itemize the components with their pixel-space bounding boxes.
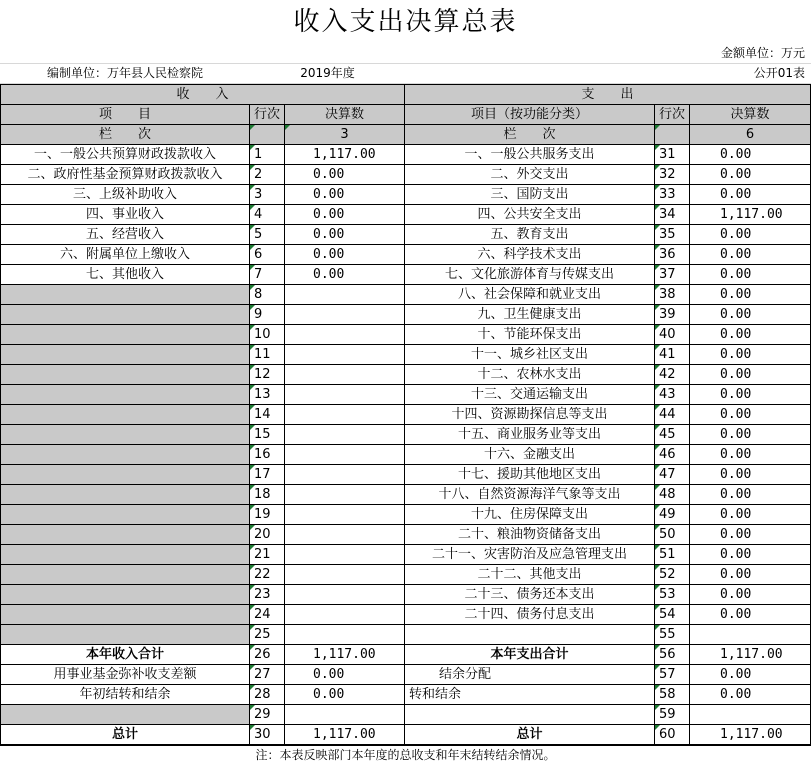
income-item-cell — [0, 605, 250, 625]
income-amount-cell — [285, 585, 405, 605]
income-row-number: 13 — [250, 385, 285, 405]
expense-item-cell: 五、教育支出 — [405, 225, 655, 245]
expense-amount-cell: 0.00 — [690, 265, 811, 285]
expense-row-number: 54 — [655, 605, 690, 625]
table-row — [0, 465, 811, 485]
expense-row-number: 60 — [655, 725, 690, 745]
income-item-cell: 五、经营收入 — [0, 225, 250, 245]
table-row — [0, 185, 811, 205]
expense-row-number: 42 — [655, 365, 690, 385]
expense-row-number: 47 — [655, 465, 690, 485]
income-row-number: 11 — [250, 345, 285, 365]
income-amount-cell: 0.00 — [285, 265, 405, 285]
table-row — [0, 685, 811, 705]
expense-amount-cell: 0.00 — [690, 665, 811, 685]
expense-row-number: 45 — [655, 425, 690, 445]
expense-item-cell: 二十四、债务付息支出 — [405, 605, 655, 625]
expense-row-number: 41 — [655, 345, 690, 365]
income-row-number: 14 — [250, 405, 285, 425]
income-item-cell — [0, 405, 250, 425]
expense-item-cell: 七、文化旅游体育与传媒支出 — [405, 265, 655, 285]
expense-amount-cell: 0.00 — [690, 385, 811, 405]
income-item-header: 项 目 — [0, 105, 250, 125]
expense-amount-cell: 0.00 — [690, 565, 811, 585]
expense-amount-cell: 0.00 — [690, 285, 811, 305]
expense-row-number: 52 — [655, 565, 690, 585]
table-row — [0, 405, 811, 425]
income-row-number: 29 — [250, 705, 285, 725]
income-item-cell: 三、上级补助收入 — [0, 185, 250, 205]
expense-amount-cell: 0.00 — [690, 605, 811, 625]
income-amount-cell — [285, 705, 405, 725]
income-item-cell: 用事业基金弥补收支差额 — [0, 665, 250, 685]
blank-cell — [405, 44, 655, 64]
expense-item-header: 项目（按功能分类） — [405, 105, 655, 125]
expense-row-number: 50 — [655, 525, 690, 545]
expense-item-cell — [405, 625, 655, 645]
income-item-cell — [0, 705, 250, 725]
table-row — [0, 365, 811, 385]
column-index-row — [0, 125, 811, 145]
table-row — [0, 325, 811, 345]
expense-row-number: 43 — [655, 385, 690, 405]
expense-amount-cell — [690, 625, 811, 645]
expense-amount-cell: 0.00 — [690, 445, 811, 465]
table-row — [0, 625, 811, 645]
expense-amount-cell: 0.00 — [690, 225, 811, 245]
income-row-number: 17 — [250, 465, 285, 485]
income-row-number: 3 — [250, 185, 285, 205]
expense-item-cell — [405, 705, 655, 725]
income-item-cell — [0, 385, 250, 405]
income-row-number: 25 — [250, 625, 285, 645]
expense-amount-cell: 0.00 — [690, 345, 811, 365]
income-item-cell — [0, 425, 250, 445]
income-row-number: 23 — [250, 585, 285, 605]
income-row-number: 12 — [250, 365, 285, 385]
expense-row-number: 44 — [655, 405, 690, 425]
expense-item-cell: 二十三、债务还本支出 — [405, 585, 655, 605]
expense-item-cell: 十三、交通运输支出 — [405, 385, 655, 405]
expense-row-number: 40 — [655, 325, 690, 345]
income-row-number: 22 — [250, 565, 285, 585]
expense-amount-cell: 0.00 — [690, 685, 811, 705]
expense-item-cell: 一、一般公共服务支出 — [405, 145, 655, 165]
income-amount-cell: 0.00 — [285, 225, 405, 245]
income-item-cell — [0, 445, 250, 465]
income-amount-cell — [285, 305, 405, 325]
expense-amount-cell: 1,117.00 — [690, 725, 811, 745]
income-item-cell: 二、政府性基金预算财政拨款收入 — [0, 165, 250, 185]
income-amount-cell — [285, 525, 405, 545]
income-row-number: 18 — [250, 485, 285, 505]
expense-row-number: 39 — [655, 305, 690, 325]
footer-note: 注：本表反映部门本年度的总收支和年末结转结余情况。 — [0, 745, 811, 764]
expense-row-number: 48 — [655, 485, 690, 505]
table-row — [0, 425, 811, 445]
income-amount-cell — [285, 485, 405, 505]
expense-amount-cell: 0.00 — [690, 485, 811, 505]
expense-row-number: 51 — [655, 545, 690, 565]
income-item-cell — [0, 625, 250, 645]
expense-amount-cell: 0.00 — [690, 185, 811, 205]
income-row-number: 7 — [250, 265, 285, 285]
expense-row-number: 32 — [655, 165, 690, 185]
expense-item-cell: 六、科学技术支出 — [405, 245, 655, 265]
expense-item-cell: 二十、粮油物资储备支出 — [405, 525, 655, 545]
report-title: 收入支出决算总表 — [293, 7, 518, 37]
expense-amount-cell: 0.00 — [690, 245, 811, 265]
table-row — [0, 725, 811, 745]
income-amount-cell: 1,117.00 — [285, 645, 405, 665]
expense-row-number: 37 — [655, 265, 690, 285]
table-row — [0, 145, 811, 165]
column-header-row — [0, 105, 811, 125]
expense-item-cell: 十五、商业服务业等支出 — [405, 425, 655, 445]
income-amount-cell — [285, 385, 405, 405]
income-row-number: 20 — [250, 525, 285, 545]
expense-row-number: 38 — [655, 285, 690, 305]
table-row — [0, 385, 811, 405]
table-row — [0, 445, 811, 465]
expense-item-cell: 结余分配 — [405, 665, 655, 685]
expense-amount-cell: 0.00 — [690, 365, 811, 385]
expense-row-number: 53 — [655, 585, 690, 605]
table-row — [0, 225, 811, 245]
income-row-number: 8 — [250, 285, 285, 305]
table-body — [0, 145, 811, 745]
income-amount-cell: 0.00 — [285, 205, 405, 225]
org-label: 编制单位：万年县人民检察院 — [0, 64, 250, 84]
income-row-number: 28 — [250, 685, 285, 705]
expense-amount-cell: 0.00 — [690, 525, 811, 545]
table-row — [0, 245, 811, 265]
income-row-number: 9 — [250, 305, 285, 325]
expense-item-cell: 十、节能环保支出 — [405, 325, 655, 345]
income-row-number: 26 — [250, 645, 285, 665]
expense-amount-cell: 0.00 — [690, 325, 811, 345]
table-row — [0, 285, 811, 305]
table-row — [0, 525, 811, 545]
income-amount-cell — [285, 505, 405, 525]
expense-amount-cell: 0.00 — [690, 585, 811, 605]
income-section-header: 收 入 — [0, 85, 405, 105]
form-code-label: 公开01表 — [655, 64, 811, 84]
expense-col-label: 栏 次 — [405, 125, 655, 145]
income-item-cell: 总计 — [0, 725, 250, 745]
table-row — [0, 505, 811, 525]
blank-cell — [655, 125, 690, 145]
org-row — [0, 64, 811, 85]
table-row — [0, 585, 811, 605]
income-item-cell: 四、事业收入 — [0, 205, 250, 225]
income-row-number: 27 — [250, 665, 285, 685]
income-row-number: 30 — [250, 725, 285, 745]
income-amount-cell — [285, 345, 405, 365]
income-col-number: 3 — [285, 125, 405, 145]
income-item-cell — [0, 485, 250, 505]
expense-row-number: 56 — [655, 645, 690, 665]
expense-amount-cell: 0.00 — [690, 505, 811, 525]
expense-amount-header: 决算数 — [690, 105, 811, 125]
income-item-cell — [0, 305, 250, 325]
expense-row-number: 31 — [655, 145, 690, 165]
income-amount-cell — [285, 445, 405, 465]
income-item-cell — [0, 585, 250, 605]
income-item-cell: 六、附属单位上缴收入 — [0, 245, 250, 265]
income-row-num-header: 行次 — [250, 105, 285, 125]
income-item-cell: 一、一般公共预算财政拨款收入 — [0, 145, 250, 165]
expense-row-number: 59 — [655, 705, 690, 725]
income-row-number: 10 — [250, 325, 285, 345]
income-amount-cell: 1,117.00 — [285, 725, 405, 745]
expense-row-number: 34 — [655, 205, 690, 225]
expense-row-number: 58 — [655, 685, 690, 705]
income-amount-cell — [285, 545, 405, 565]
expense-amount-cell: 0.00 — [690, 305, 811, 325]
income-item-cell — [0, 565, 250, 585]
income-row-number: 2 — [250, 165, 285, 185]
expense-amount-cell: 0.00 — [690, 465, 811, 485]
summary-table — [0, 85, 811, 745]
income-item-cell — [0, 525, 250, 545]
income-item-cell — [0, 465, 250, 485]
expense-item-cell: 十二、农林水支出 — [405, 365, 655, 385]
table-row — [0, 305, 811, 325]
expense-col-number: 6 — [690, 125, 811, 145]
income-row-number: 24 — [250, 605, 285, 625]
expense-row-number: 35 — [655, 225, 690, 245]
expense-row-number: 36 — [655, 245, 690, 265]
expense-item-cell: 三、国防支出 — [405, 185, 655, 205]
expense-amount-cell: 0.00 — [690, 145, 811, 165]
income-amount-cell: 0.00 — [285, 185, 405, 205]
amount-unit-label: 金额单位：万元 — [655, 44, 811, 64]
expense-amount-cell — [690, 705, 811, 725]
expense-row-number: 49 — [655, 505, 690, 525]
expense-amount-cell: 0.00 — [690, 405, 811, 425]
income-item-cell: 七、其他收入 — [0, 265, 250, 285]
expense-item-cell: 十六、金融支出 — [405, 445, 655, 465]
expense-item-cell: 八、社会保障和就业支出 — [405, 285, 655, 305]
income-amount-cell: 0.00 — [285, 665, 405, 685]
income-amount-cell: 1,117.00 — [285, 145, 405, 165]
expense-item-cell: 十八、自然资源海洋气象等支出 — [405, 485, 655, 505]
income-amount-cell: 0.00 — [285, 685, 405, 705]
expense-amount-cell: 1,117.00 — [690, 645, 811, 665]
expense-amount-cell: 0.00 — [690, 165, 811, 185]
table-row — [0, 565, 811, 585]
income-item-cell — [0, 325, 250, 345]
income-amount-cell: 0.00 — [285, 245, 405, 265]
income-amount-cell — [285, 625, 405, 645]
income-amount-cell — [285, 565, 405, 585]
income-amount-cell — [285, 465, 405, 485]
income-item-cell: 本年收入合计 — [0, 645, 250, 665]
expense-item-cell: 本年支出合计 — [405, 645, 655, 665]
income-row-number: 6 — [250, 245, 285, 265]
income-amount-cell — [285, 325, 405, 345]
income-amount-cell — [285, 365, 405, 385]
expense-row-num-header: 行次 — [655, 105, 690, 125]
unit-row — [0, 44, 811, 64]
table-row — [0, 165, 811, 185]
expense-item-cell: 十四、资源勘探信息等支出 — [405, 405, 655, 425]
income-item-cell — [0, 545, 250, 565]
income-row-number: 4 — [250, 205, 285, 225]
table-row — [0, 205, 811, 225]
income-item-cell — [0, 345, 250, 365]
blank-cell — [250, 125, 285, 145]
income-row-number: 16 — [250, 445, 285, 465]
expense-row-number: 46 — [655, 445, 690, 465]
expense-amount-cell: 0.00 — [690, 425, 811, 445]
income-amount-cell — [285, 405, 405, 425]
table-row — [0, 545, 811, 565]
income-row-number: 21 — [250, 545, 285, 565]
expense-row-number: 33 — [655, 185, 690, 205]
expense-item-cell: 转和结余 — [405, 685, 655, 705]
income-amount-cell — [285, 285, 405, 305]
expense-item-cell: 二十二、其他支出 — [405, 565, 655, 585]
table-row — [0, 705, 811, 725]
expense-amount-cell: 1,117.00 — [690, 205, 811, 225]
income-amount-cell: 0.00 — [285, 165, 405, 185]
income-col-label: 栏 次 — [0, 125, 250, 145]
table-row — [0, 265, 811, 285]
table-row — [0, 605, 811, 625]
income-row-number: 15 — [250, 425, 285, 445]
table-row — [0, 485, 811, 505]
income-item-cell: 年初结转和结余 — [0, 685, 250, 705]
table-row — [0, 645, 811, 665]
income-amount-cell — [285, 425, 405, 445]
income-row-number: 1 — [250, 145, 285, 165]
expense-item-cell: 二、外交支出 — [405, 165, 655, 185]
year-label: 2019年度 — [250, 64, 405, 84]
expense-item-cell: 九、卫生健康支出 — [405, 305, 655, 325]
income-amount-header: 决算数 — [285, 105, 405, 125]
income-item-cell — [0, 285, 250, 305]
income-row-number: 5 — [250, 225, 285, 245]
expense-row-number: 55 — [655, 625, 690, 645]
expense-item-cell: 二十一、灾害防治及应急管理支出 — [405, 545, 655, 565]
blank-cell — [0, 44, 250, 64]
expense-row-number: 57 — [655, 665, 690, 685]
blank-cell — [250, 44, 405, 64]
expense-amount-cell: 0.00 — [690, 545, 811, 565]
expense-item-cell: 四、公共安全支出 — [405, 205, 655, 225]
income-amount-cell — [285, 605, 405, 625]
income-item-cell — [0, 365, 250, 385]
section-header-row — [0, 85, 811, 105]
expense-item-cell: 总计 — [405, 725, 655, 745]
expense-item-cell: 十七、援助其他地区支出 — [405, 465, 655, 485]
table-row — [0, 345, 811, 365]
expense-section-header: 支 出 — [405, 85, 811, 105]
expense-item-cell: 十九、住房保障支出 — [405, 505, 655, 525]
expense-item-cell: 十一、城乡社区支出 — [405, 345, 655, 365]
income-row-number: 19 — [250, 505, 285, 525]
table-row — [0, 665, 811, 685]
income-item-cell — [0, 505, 250, 525]
blank-cell — [405, 64, 655, 84]
